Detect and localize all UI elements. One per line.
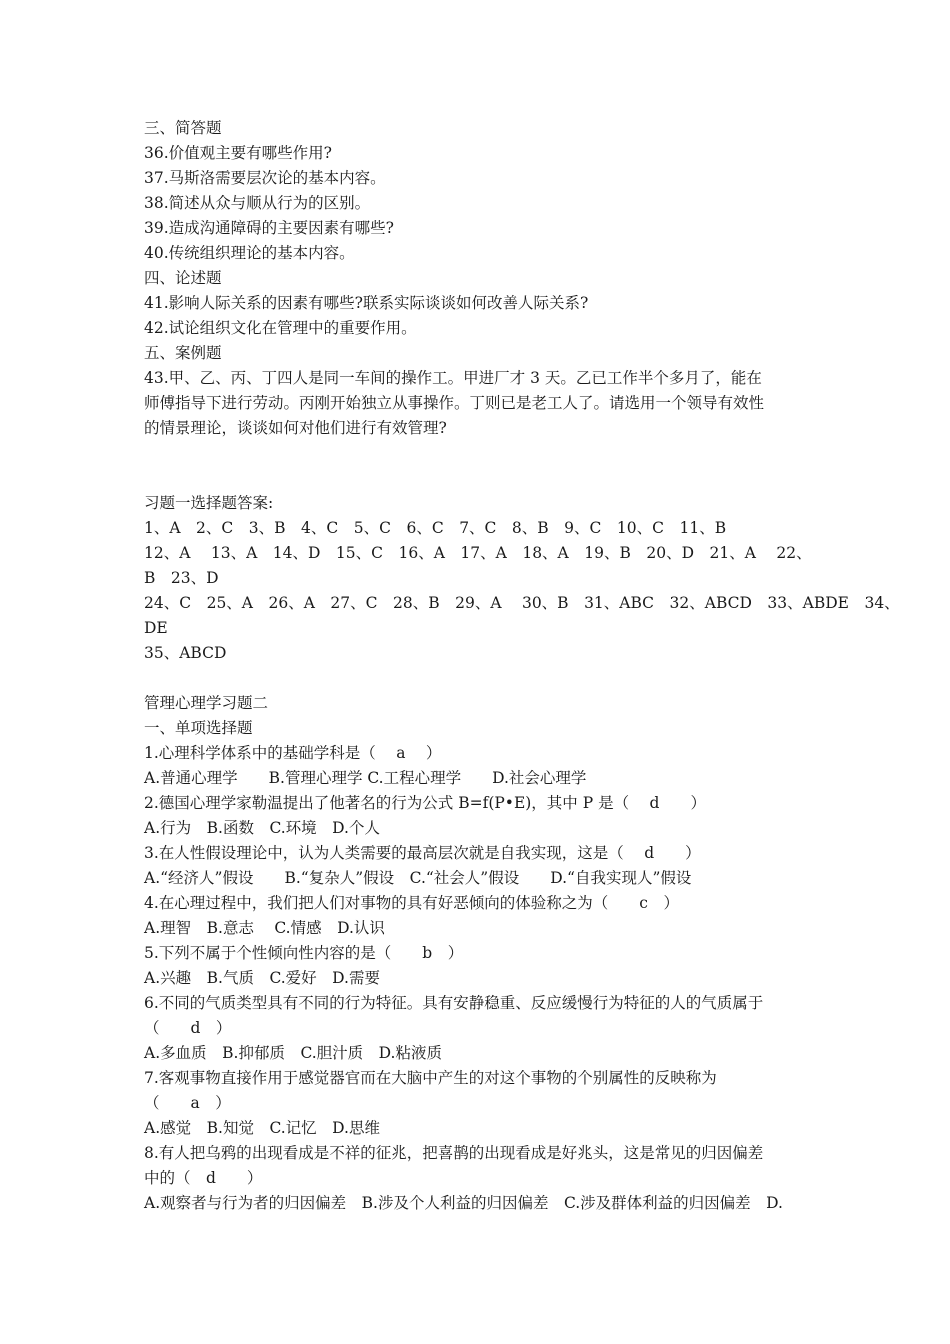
question-39: 39.造成沟通障碍的主要因素有哪些? xyxy=(144,219,394,237)
case-question-line-2: 师傅指导下进行劳动。丙刚开始独立从事操作。丁则已是老工人了。请选用一个领导有效性 xyxy=(144,394,765,412)
question-37: 37.马斯洛需要层次论的基本内容。 xyxy=(144,169,386,187)
spacer xyxy=(144,441,810,491)
answers-heading: 习题一选择题答案: xyxy=(144,494,274,512)
mc-question-3: 3.在人性假设理论中，认为人类需要的最高层次就是自我实现，这是（ d ） xyxy=(144,844,701,862)
case-question-line-3: 的情景理论，谈谈如何对他们进行有效管理? xyxy=(144,419,447,437)
mc-question-7-answer: （ a ） xyxy=(144,1094,231,1112)
question-40: 40.传统组织理论的基本内容。 xyxy=(144,244,355,262)
mc-options-7: A.感觉 B.知觉 C.记忆 D.思维 xyxy=(144,1119,380,1137)
mc-question-8-answer: 中的（ d ） xyxy=(144,1169,263,1187)
answers-line-2: 12、A 13、A 14、D 15、C 16、A 17、A 18、A 19、B 20、D 21、A 22、 xyxy=(144,544,812,562)
question-38: 38.简述从众与顺从行为的区别。 xyxy=(144,194,371,212)
mc-question-8: 8.有人把乌鸦的出现看成是不祥的征兆，把喜鹊的出现看成是好兆头，这是常见的归因偏差 xyxy=(144,1144,764,1162)
mc-question-5: 5.下列不属于个性倾向性内容的是（ b ） xyxy=(144,944,464,962)
mc-options-2: A.行为 B.函数 C.环境 D.个人 xyxy=(144,819,380,837)
question-41: 41.影响人际关系的因素有哪些?联系实际谈谈如何改善人际关系? xyxy=(144,294,589,312)
answers-line-6: 35、ABCD xyxy=(144,644,227,662)
mc-options-1: A.普通心理学 B.管理心理学 C.工程心理学 D.社会心理学 xyxy=(144,769,587,787)
section-heading-essay: 四、论述题 xyxy=(144,269,222,287)
mc-options-5: A.兴趣 B.气质 C.爱好 D.需要 xyxy=(144,969,380,987)
mc-options-8: A.观察者与行为者的归因偏差 B.涉及个人利益的归因偏差 C.涉及群体利益的归因偏差 D. xyxy=(144,1194,783,1212)
section-heading-single-choice: 一、单项选择题 xyxy=(144,719,253,737)
mc-question-6: 6.不同的气质类型具有不同的行为特征。具有安静稳重、反应缓慢行为特征的人的气质属于 xyxy=(144,994,764,1012)
answers-line-5: DE xyxy=(144,619,168,637)
mc-question-6-answer: （ d ） xyxy=(144,1019,232,1037)
mc-options-3: A.“经济人”假设 B.“复杂人”假设 C.“社会人”假设 D.“自我实现人”假设 xyxy=(144,869,692,887)
mc-options-6: A.多血质 B.抑郁质 C.胆汁质 D.粘液质 xyxy=(144,1044,442,1062)
case-question-line-1: 43.甲、乙、丙、丁四人是同一车间的操作工。甲进厂才 3 天。乙已工作半个多月了，能在 xyxy=(144,369,762,387)
document-body xyxy=(144,116,900,1216)
question-36: 36.价值观主要有哪些作用? xyxy=(144,144,332,162)
spacer xyxy=(144,666,810,691)
question-42: 42.试论组织文化在管理中的重要作用。 xyxy=(144,319,417,337)
answers-line-1: 1、A 2、C 3、B 4、C 5、C 6、C 7、C 8、B 9、C 10、C 11、B xyxy=(144,519,727,537)
mc-options-4: A.理智 B.意志 C.情感 D.认识 xyxy=(144,919,385,937)
exercise2-title: 管理心理学习题二 xyxy=(144,694,269,712)
answers-line-3: B 23、D xyxy=(144,569,219,587)
mc-question-1: 1.心理科学体系中的基础学科是（ a ） xyxy=(144,744,442,762)
section-heading-case: 五、案例题 xyxy=(144,344,222,362)
mc-question-7: 7.客观事物直接作用于感觉器官而在大脑中产生的对这个事物的个别属性的反映称为 xyxy=(144,1069,717,1087)
answers-line-4: 24、C 25、A 26、A 27、C 28、B 29、A 30、B 31、ABC 32、ABCD 33、ABDE 34、 xyxy=(144,594,900,612)
section-heading-short-answer: 三、简答题 xyxy=(144,119,222,137)
mc-question-4: 4.在心理过程中，我们把人们对事物的具有好恶倾向的体验称之为（ c ） xyxy=(144,894,679,912)
mc-question-2: 2.德国心理学家勒温提出了他著名的行为公式 B=f(P•E)，其中 P 是（ d ） xyxy=(144,794,706,812)
